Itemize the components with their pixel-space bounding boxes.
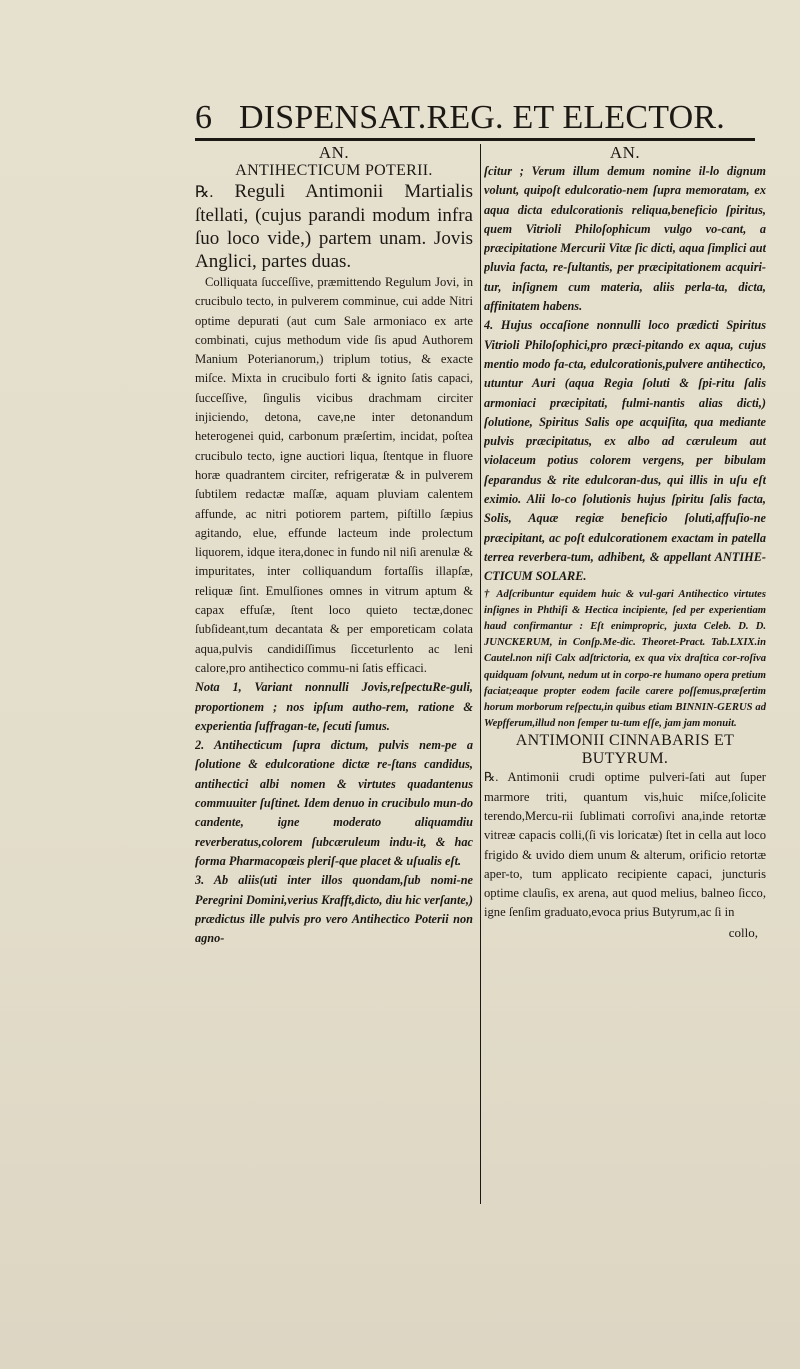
running-title: DISPENSAT.REG. ET ELECTOR.: [239, 99, 725, 136]
column-divider: [480, 144, 481, 1204]
note-2: 2. Antihecticum ſupra dictum, pulvis nem-pe a ſolutione & edulcoratione dictæ re-ſtans candidus, antihectici albi nomen & virtutes quadantenus commuuiter ſuſtinet. Idem denuo in crucibulo mun-do candente, igne moderato aliquamdiu reverberatus,colorem ſubcæruleum indu-it, & hac forma Pharmacopœis pleriſ-que placet & uſualis eſt.: [195, 738, 473, 868]
right-running-head: AN.: [609, 144, 641, 162]
left-running-head: AN.: [318, 144, 350, 162]
section-heading-cinnabaris: ANTIMONII CINNABARIS ET BUTYRUM.: [515, 732, 735, 768]
note-1: Nota 1, Variant nonnulli Jovis,reſpectuRe-guli, proportionem ; nos ipſum autho-rem, ratione & experientia ſuffragan-te, ſecuti ſumus.: [195, 680, 473, 733]
note-3-continued: ſcitur ; Verum illum demum nomine il-lo dignum volunt, quipoſt edulcoratio-nem ſupra memoratam, ex aqua dicta edulcorationis reliqua,beneficio ſpiritus, quem Vitrioli Philoſophicum vulgo vo-cant, a præcipitatione Mercurii Vitæ ſic dicti, aqua ſimplici aut pluvia facta, re-ſultantis, per præcipitationem acquiri-tur, inſignem cum materia, aliis perla-ta, dicta, affinitatem habens.: [484, 164, 766, 314]
recipe-text: Reguli Antimonii Martialis ſtellati, (cujus parandi modum infra ſuo loco vide,) partem unam. Jovis Anglici, partes duas.: [195, 181, 473, 272]
page-header: [195, 98, 755, 138]
catchword: collo,: [728, 924, 758, 940]
page-number: 6: [195, 99, 212, 136]
note-3: 3. Ab aliis(uti inter illos quondam,ſub nomi-ne Peregrini Domini,verius Krafft,dicto, diu hic verſante,) prædictus ille pulvis pro vero Antihectico Poterii non agno-: [195, 873, 473, 946]
right-column: [484, 144, 766, 1224]
preparation-method: Colliquata ſucceſſive, præmittendo Regulum Jovi, in crucibulo tecto, in pulverem comminue, cui adde Nitri optime depurati (aut cum Sale armoniaco ex arte combinati, cujus methodum vide ſis apud Authorem Manium Poterianorum,) triplum totius, & exacte miſce. Mixta in crucibulo forti & ignito ſatis capaci, ſucceſſive, ſingulis vicibus drachmam circiter injiciendo, detona, cave,ne inter detonandum heterogenei quid, carbonum præſertim, incidat, poſtea crucibulo tecto, igne auctiori liqua, ſtentque in fluore horæ quadrantem circiter, refrigeratæ & in pulverem ſubtilem redactæ maſſæ, aquam pluviam calentem affunde, ac nitri potiorem partem, piſtillo ſæpius agitando, elue, effunde lacteum inde prolectum liquorem, idque itera,donec in fundo nil niſi arenulæ & impuritates, inter colliquandum fortaſſis illapſæ, reliquæ ſint. Emulſiones omnes in vitrum aptum & capax effuſæ, ſtent loco quieto tectæ,donec ſubſideant,tum decantata & per emporeticam colata aqua,pulvis candidiſſimus ſicceturlento ac leni calore,pro antihectico commu-ni ſatis efficaci.: [195, 275, 473, 675]
recipe-ingredients: [195, 180, 473, 273]
footnote: † Adſcribuntur equidem huic & vul-gari Antihectico virtutes inſignes in Phthiſi & Hectica incipiente, ſed per experientiam haud confirmantur : Eſt enimpropric, juxta Celeb. D. D. JUNCKERUM, in Conſp.Me-dic. Theoret-Pract. Tab.LXIX.in Cautel.non niſi Calx adſtrictoria, ex qua vix draſtica cor-roſiva quidquam ſolvunt, nedum ut in corpo-re humano opera pretium faciat;eaque propter eodem facile carere poſſemus,præſertim horum morborum reſpectu,in quibus etiam BINNIN-GERUS ad Wepfferum,illud non ſemper tu-tum eſſe, jam jam monuit.: [484, 588, 766, 730]
section-heading-antihecticum: ANTIHECTICUM POTERII.: [235, 162, 433, 179]
recipe-symbol: ℞.: [195, 184, 214, 201]
recipe-cinnabaris: ℞. Antimonii crudi optime pulveri-ſati aut ſuper marmore triti, quantum vis,huic miſce,ſolicite terendo,Mercu-rii ſublimati corroſivi ana,inde retortæ vitreæ capacis colli,(ſi vis loricatæ) ſtet in cella aut loco frigido & uvido diem unum & alterum, orificio retortæ aper-to, tum applicato recipiente capaci, juncturis optime clauſis, ex arena, aut quod melius, balneo ſicco, igne ſenſim graduato,evoca prius Butyrum,ac ſi in: [484, 770, 766, 920]
left-column: [195, 144, 473, 1224]
note-4: 4. Hujus occaſione nonnulli loco prædicti Spiritus Vitrioli Philoſophici,pro præci-pitando ex aqua, cujus mentio modo fa-cta, edulcorationis,pulvere antihectico, utuntur Auri (aqua Regia ſoluti & ſpi-ritu ſalis armoniaci præcipitati, fulmi-nantis alias dicti,) ſolutione, Spiritus Salis ope acquiſita, qua mediante pulvis præcipitatus, ex albo ad cæruleum aut violaceum potius colorem vergens, per bibulam ſeparandus & rite edulcoran-dus, qui illis in uſu eſt eximio. Alii lo-co ſolutionis hujus ſpiritu ſalis facta, Solis, Aquæ regiæ beneficio ſoluti,affuſio-ne præcipitant, ac poſt edulcorationem exactam in patella terrea reverbera-tum, adhibent, & appellant ANTIHE-CTICUM SOLARE.: [484, 318, 766, 584]
header-rule: [195, 138, 755, 141]
